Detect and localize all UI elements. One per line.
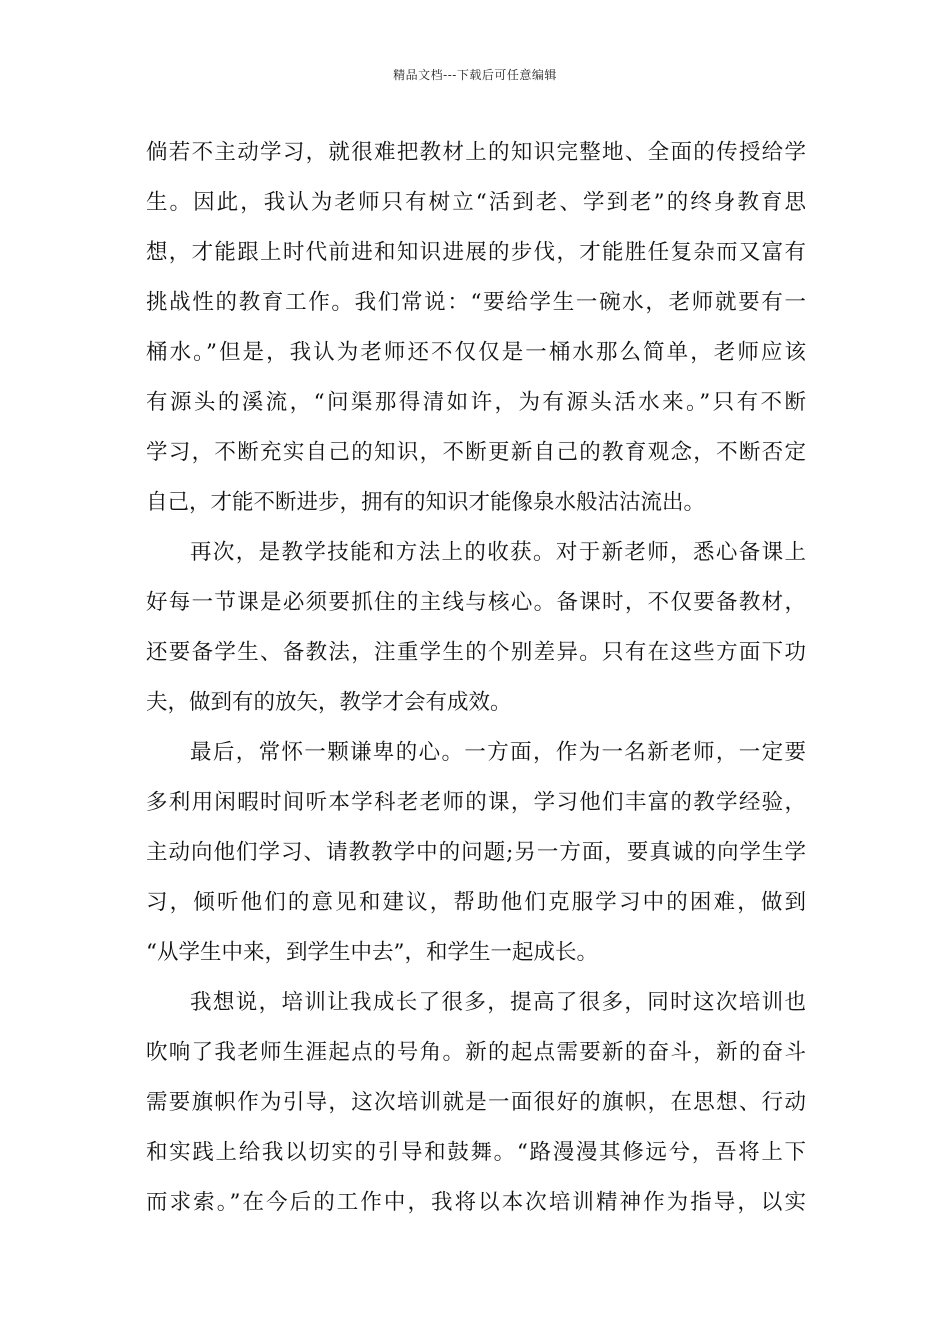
text-line: 和实践上给我以切实的引导和鼓舞。“路漫漫其修远兮，吾将上下: [146, 1140, 806, 1165]
text-line: 习，倾听他们的意见和建议，帮助他们克服学习中的困难，做到: [146, 890, 806, 915]
paragraph: [146, 528, 806, 728]
text-line: 自己，才能不断进步，拥有的知识才能像泉水般沽沽流出。: [146, 490, 706, 515]
text-line: “从学生中来，到学生中去”，和学生一起成长。: [146, 940, 598, 965]
text-line: 还要备学生、备教法，注重学生的个别差异。只有在这些方面下功: [146, 640, 806, 665]
text-line: 挑战性的教育工作。我们常说：“要给学生一碗水，老师就要有一: [146, 290, 806, 315]
text-line: 再次，是教学技能和方法上的收获。对于新老师，悉心备课上: [190, 540, 806, 565]
paragraph: [146, 128, 806, 528]
text-line: 我想说，培训让我成长了很多，提高了很多，同时这次培训也: [190, 990, 806, 1015]
document-body: [146, 128, 806, 1228]
text-line: 吹响了我老师生涯起点的号角。新的起点需要新的奋斗，新的奋斗: [146, 1040, 806, 1065]
text-line: 主动向他们学习、请教教学中的问题;另一方面，要真诚的向学生学: [146, 840, 806, 865]
text-line: 桶水。”但是，我认为老师还不仅仅是一桶水那么简单，老师应该: [146, 340, 806, 365]
text-line: 最后，常怀一颗谦卑的心。一方面，作为一名新老师，一定要: [190, 740, 806, 765]
text-line: 生。因此，我认为老师只有树立“活到老、学到老”的终身教育思: [146, 190, 806, 215]
text-line: 需要旗帜作为引导，这次培训就是一面很好的旗帜，在思想、行动: [146, 1090, 806, 1115]
text-line: 有源头的溪流，“问渠那得清如许，为有源头活水来。”只有不断: [146, 390, 806, 415]
text-line: 想，才能跟上时代前进和知识进展的步伐，才能胜任复杂而又富有: [146, 240, 806, 265]
text-line: 夫，做到有的放矢，教学才会有成效。: [146, 690, 512, 715]
page-header: 精品文档---下载后可任意编辑: [393, 68, 557, 82]
text-line: 学习，不断充实自己的知识，不断更新自己的教育观念，不断否定: [146, 440, 806, 465]
text-line: 而求索。”在今后的工作中，我将以本次培训精神作为指导，以实: [146, 1190, 806, 1215]
text-line: 多利用闲暇时间听本学科老老师的课，学习他们丰富的教学经验，: [146, 790, 806, 815]
text-line: 倘若不主动学习，就很难把教材上的知识完整地、全面的传授给学: [146, 140, 806, 165]
paragraph: [146, 978, 806, 1228]
paragraph: [146, 728, 806, 978]
text-line: 好每一节课是必须要抓住的主线与核心。备课时，不仅要备教材，: [146, 590, 806, 615]
